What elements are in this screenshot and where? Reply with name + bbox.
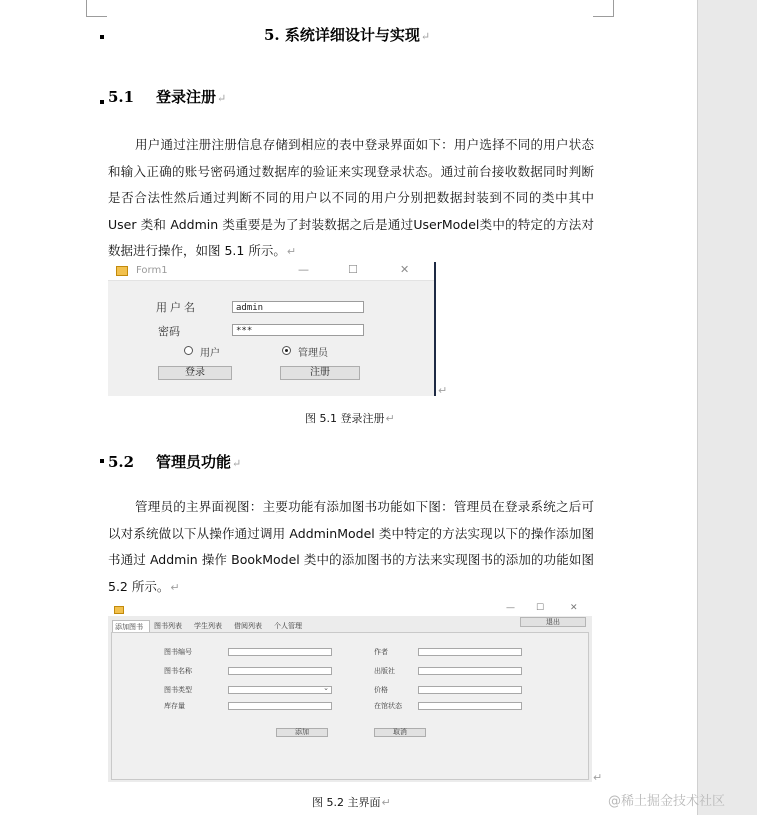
cancel-button[interactable]: 取消 (374, 728, 426, 737)
book-name-label: 图书名称 (164, 667, 192, 675)
maximize-icon[interactable]: ☐ (536, 603, 545, 613)
book-type-select[interactable] (228, 686, 332, 694)
book-id-input[interactable] (228, 648, 332, 656)
close-icon[interactable]: ✕ (400, 263, 410, 276)
minimize-icon[interactable]: — (506, 603, 515, 613)
section-heading-5-2: 5.2 管理员功能↵ (108, 453, 242, 471)
figure-5-2-caption: 图 5.2 主界面↵ (312, 796, 391, 809)
scroll-gutter (697, 0, 757, 815)
price-input[interactable] (418, 686, 522, 694)
figure-5-1-caption: 图 5.1 登录注册↵ (305, 412, 395, 425)
password-label: 密码 (158, 325, 180, 338)
tab-student-list[interactable]: 学生列表 (194, 622, 222, 630)
watermark: @稀土掘金技术社区 (608, 794, 726, 809)
section-1-paragraph: 用户通过注册注册信息存储到相应的表中登录界面如下：用户选择不同的用户状态和输入正确的账号密码通过数据库的验证来实现登录状态。通过前台接收数据同时判断是否合法性然后通过判断不同的用户以不同的用户分别把数据封装到不同的类中其中 User 类和 Addmin 类重要是为了封装数据之后是通过UserModel类中的特定的方法对数据进行操作，如图 5.1 所示。↵ (108, 137, 594, 258)
tab-book-list[interactable]: 图书列表 (154, 622, 182, 630)
chapter-heading: 5. 系统详细设计与实现↵ (264, 26, 431, 44)
window-title: Form1 (136, 265, 168, 276)
section-heading-5-1: 5.1 登录注册↵ (108, 88, 227, 106)
radio-admin[interactable] (282, 346, 291, 355)
username-input[interactable]: admin (232, 301, 364, 313)
list-bullet (100, 35, 104, 39)
tab-personal[interactable]: 个人管理 (274, 622, 302, 630)
password-input[interactable]: *** (232, 324, 364, 336)
paragraph-mark: ↵ (438, 384, 448, 397)
login-window-titlebar (108, 262, 434, 281)
add-book-panel (111, 632, 589, 780)
username-label: 用户名 (156, 301, 198, 314)
status-label: 在馆状态 (374, 702, 402, 710)
tab-add-book[interactable]: 添加图书 (112, 620, 150, 632)
main-window-titlebar (108, 603, 592, 616)
stock-label: 库存量 (164, 702, 185, 710)
app-icon (114, 606, 124, 614)
exit-button[interactable]: 退出 (520, 617, 586, 627)
publisher-label: 出版社 (374, 667, 395, 675)
publisher-input[interactable] (418, 667, 522, 675)
list-bullet (100, 459, 104, 463)
crop-mark-right (593, 0, 614, 17)
status-input[interactable] (418, 702, 522, 710)
author-input[interactable] (418, 648, 522, 656)
section-2-paragraph: 管理员的主界面视图：主要功能有添加图书功能如下图：管理员在登录系统之后可以对系统做以下从操作通过调用 AddminModel 类中特定的方法实现以下的操作添加图书通过 Addmin 操作 BookModel 类中的添加图书的方法来实现图书的添加的功能如图 5.2 所示。↵ (108, 499, 594, 594)
add-button[interactable]: 添加 (276, 728, 328, 737)
login-form-screenshot (108, 262, 434, 396)
radio-admin-label: 管理员 (298, 348, 328, 359)
book-id-label: 图书编号 (164, 648, 192, 656)
app-icon (116, 266, 128, 276)
main-window-screenshot (108, 603, 592, 782)
radio-user-label: 用户 (200, 348, 220, 359)
login-button[interactable]: 登录 (158, 366, 232, 380)
price-label: 价格 (374, 686, 388, 694)
book-type-label: 图书类型 (164, 686, 192, 694)
figure-border (434, 262, 436, 396)
crop-mark-left (86, 0, 107, 17)
author-label: 作者 (374, 648, 388, 656)
maximize-icon[interactable]: ☐ (348, 263, 358, 276)
radio-user[interactable] (184, 346, 193, 355)
close-icon[interactable]: ✕ (570, 603, 578, 613)
book-name-input[interactable] (228, 667, 332, 675)
paragraph-mark: ↵ (593, 771, 603, 784)
register-button[interactable]: 注册 (280, 366, 360, 380)
list-bullet (100, 100, 104, 104)
minimize-icon[interactable]: — (298, 263, 309, 276)
stock-input[interactable] (228, 702, 332, 710)
tab-borrow-list[interactable]: 借阅列表 (234, 622, 262, 630)
